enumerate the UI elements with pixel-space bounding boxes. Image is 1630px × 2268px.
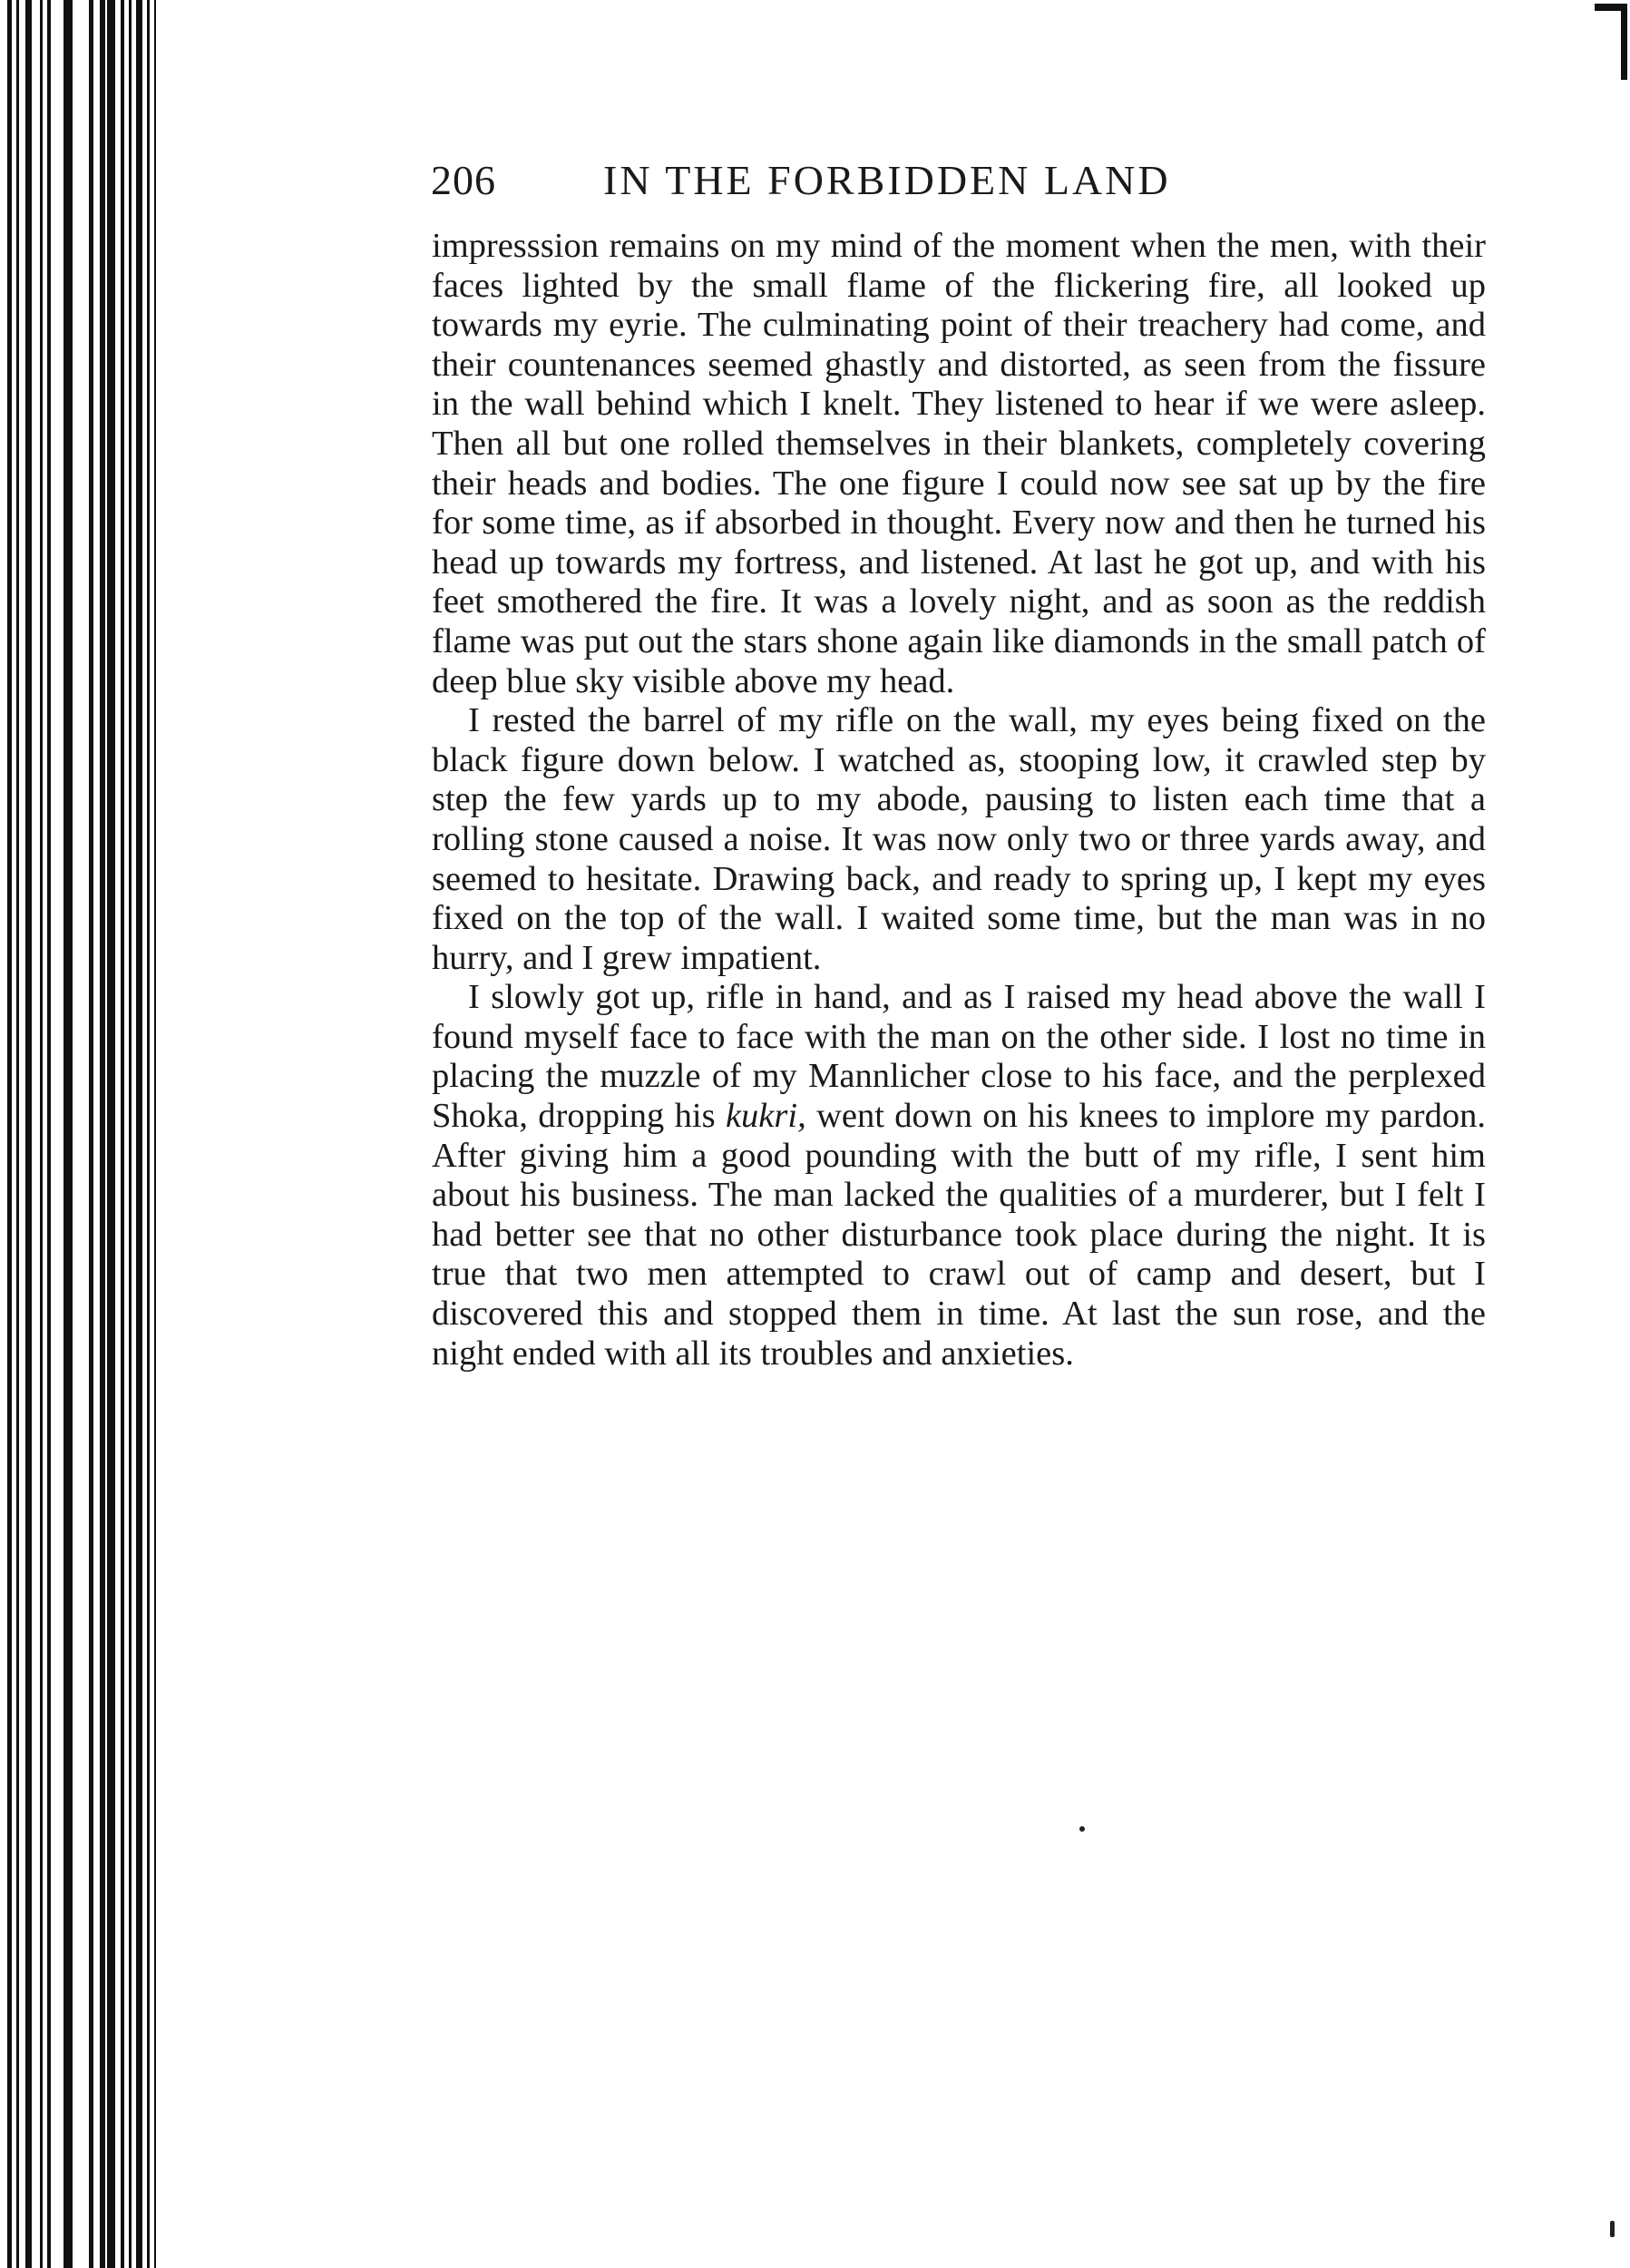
book-binding-scan-edge [0,0,181,2268]
paragraph-3-part-1: I slowly got up, rifle in hand, and as I raised my head above the wall I found myself face to face with the man on the other side. I lost no time in placing the muzzle of my Mannlicher close to his face, and the perplexed Shoka, dropping his [432,978,1486,1136]
paragraph-1: impresssion remains on my mind of the moment when the men, with their faces lighted by the small flame of the flickering fire, all looked up towards my eyrie. The culminating point of their treachery had come, and their countenances seemed ghastly and distorted, as seen from the fissure in the wall behind which I knelt. They listened to hear if we were asleep. Then all but one rolled themselves in their blankets, completely covering their heads and bodies. The one figure I could now see sat up by the fire for some time, as if absorbed in thought. Every now and then he turned his head up towards my fortress, and listened. At last he got up, and with his feet smothered the fire. It was a lovely night, and as soon as the reddish flame was put out the stars shone again like diamonds in the small patch of deep blue sky visible above my head. [432,227,1486,700]
ink-speck [1079,1826,1085,1832]
running-title: IN THE FORBIDDEN LAND [603,157,1171,203]
ink-speck [1610,2221,1615,2237]
page-number: 206 [431,157,496,203]
page-header [431,156,1320,210]
corner-fold-mark [1595,0,1629,82]
paragraph-2: I rested the barrel of my rifle on the wall, my eyes being fixed on the black figure down below. I watched as, stooping low, it crawled step by step the few yards up to my abode, pausing to listen each time that a rolling stone caused a noise. It was now only two or three yards away, and seemed to hesitate. Drawing back, and ready to spring up, I kept my eyes fixed on the top of the wall. I waited some time, but the man was in no hurry, and I grew impatient. [432,701,1486,977]
paragraph-3-part-2: went down on his knees to implore my pardon. After giving him a good pounding with the butt of my rifle, I sent him about his business. The man lacked the qualities of a murderer, but I felt I had better see that no other disturbance took place during the night. It is true that two men attempted to crawl out of camp and desert, but I discovered this and stopped them in time. At last the sun rose, and the night ended with all its troubles and anxieties. [432,1097,1487,1373]
italic-word-kukri: kukri, [725,1097,806,1136]
paragraph-3 [432,978,1486,1374]
body-text [432,227,1486,1374]
